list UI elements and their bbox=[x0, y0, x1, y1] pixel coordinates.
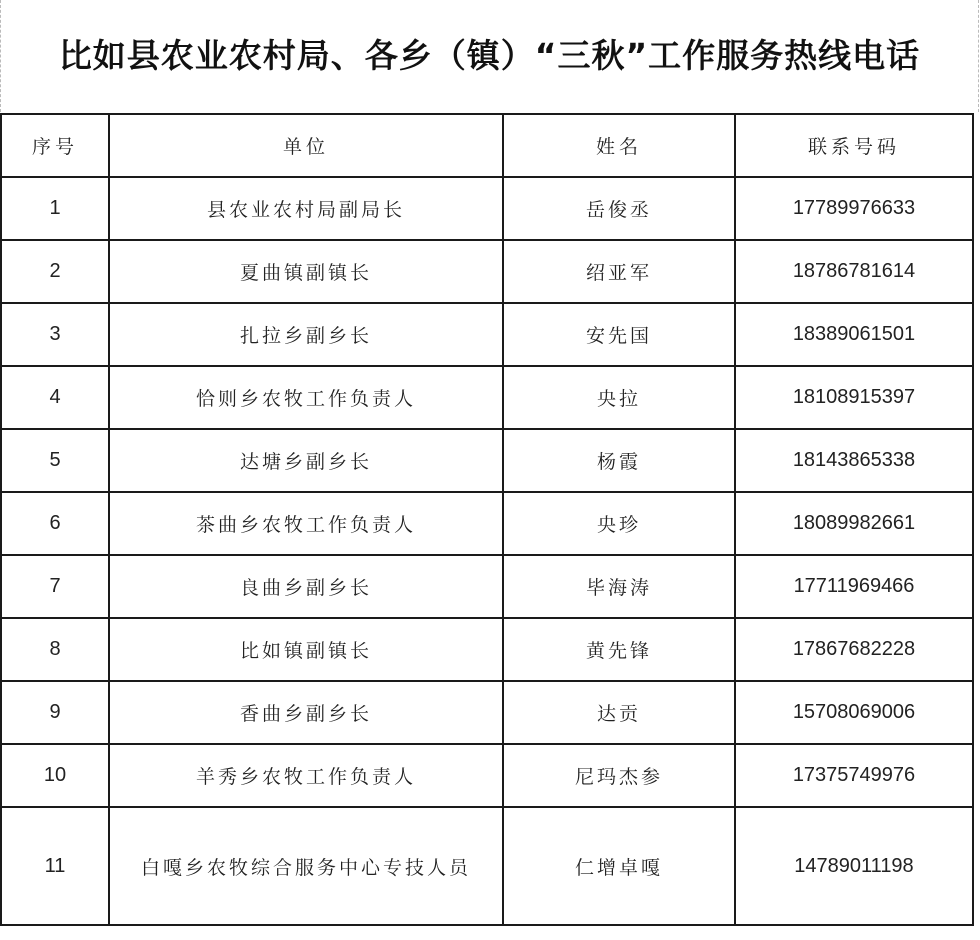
row-phone: 18786781614 bbox=[735, 240, 973, 303]
row-phone: 18143865338 bbox=[735, 429, 973, 492]
table-row bbox=[1, 240, 973, 303]
row-name: 毕海涛 bbox=[503, 555, 735, 618]
header-name: 姓名 bbox=[503, 114, 735, 177]
row-phone: 17711969466 bbox=[735, 555, 973, 618]
row-index: 8 bbox=[1, 618, 109, 681]
table-header-row bbox=[1, 114, 973, 177]
row-phone: 15708069006 bbox=[735, 681, 973, 744]
row-index: 11 bbox=[1, 807, 109, 925]
table-row bbox=[1, 366, 973, 429]
row-name: 央拉 bbox=[503, 366, 735, 429]
row-index: 1 bbox=[1, 177, 109, 240]
row-unit: 扎拉乡副乡长 bbox=[109, 303, 503, 366]
table-row bbox=[1, 681, 973, 744]
row-index: 9 bbox=[1, 681, 109, 744]
table-row bbox=[1, 555, 973, 618]
title-area bbox=[0, 0, 979, 112]
table-row bbox=[1, 492, 973, 555]
table-row bbox=[1, 177, 973, 240]
row-unit: 良曲乡副乡长 bbox=[109, 555, 503, 618]
row-unit: 茶曲乡农牧工作负责人 bbox=[109, 492, 503, 555]
row-phone: 17375749976 bbox=[735, 744, 973, 807]
row-unit: 达塘乡副乡长 bbox=[109, 429, 503, 492]
row-unit: 恰则乡农牧工作负责人 bbox=[109, 366, 503, 429]
row-index: 2 bbox=[1, 240, 109, 303]
row-phone: 18089982661 bbox=[735, 492, 973, 555]
row-index: 3 bbox=[1, 303, 109, 366]
row-phone: 17789976633 bbox=[735, 177, 973, 240]
row-phone: 17867682228 bbox=[735, 618, 973, 681]
row-name: 尼玛杰参 bbox=[503, 744, 735, 807]
row-name: 岳俊丞 bbox=[503, 177, 735, 240]
row-name: 黄先锋 bbox=[503, 618, 735, 681]
row-name: 安先国 bbox=[503, 303, 735, 366]
row-name: 达贡 bbox=[503, 681, 735, 744]
row-index: 6 bbox=[1, 492, 109, 555]
row-name: 绍亚军 bbox=[503, 240, 735, 303]
header-index: 序号 bbox=[1, 114, 109, 177]
table-row bbox=[1, 807, 973, 925]
row-phone: 18108915397 bbox=[735, 366, 973, 429]
hotline-table bbox=[0, 113, 974, 926]
table-row bbox=[1, 744, 973, 807]
row-unit: 夏曲镇副镇长 bbox=[109, 240, 503, 303]
header-unit: 单位 bbox=[109, 114, 503, 177]
row-phone: 18389061501 bbox=[735, 303, 973, 366]
row-index: 7 bbox=[1, 555, 109, 618]
table-row bbox=[1, 618, 973, 681]
row-phone: 14789011198 bbox=[735, 807, 973, 925]
row-unit: 县农业农村局副局长 bbox=[109, 177, 503, 240]
row-name: 央珍 bbox=[503, 492, 735, 555]
row-index: 4 bbox=[1, 366, 109, 429]
row-unit: 比如镇副镇长 bbox=[109, 618, 503, 681]
row-name: 仁增卓嘎 bbox=[503, 807, 735, 925]
row-index: 10 bbox=[1, 744, 109, 807]
row-index: 5 bbox=[1, 429, 109, 492]
row-name: 杨霞 bbox=[503, 429, 735, 492]
table-row bbox=[1, 429, 973, 492]
row-unit: 香曲乡副乡长 bbox=[109, 681, 503, 744]
page-title: 比如县农业农村局、各乡（镇）“三秋”工作服务热线电话 bbox=[58, 36, 921, 75]
header-phone: 联系号码 bbox=[735, 114, 973, 177]
row-unit: 羊秀乡农牧工作负责人 bbox=[109, 744, 503, 807]
table-row bbox=[1, 303, 973, 366]
row-unit: 白嘎乡农牧综合服务中心专技人员 bbox=[109, 807, 503, 925]
